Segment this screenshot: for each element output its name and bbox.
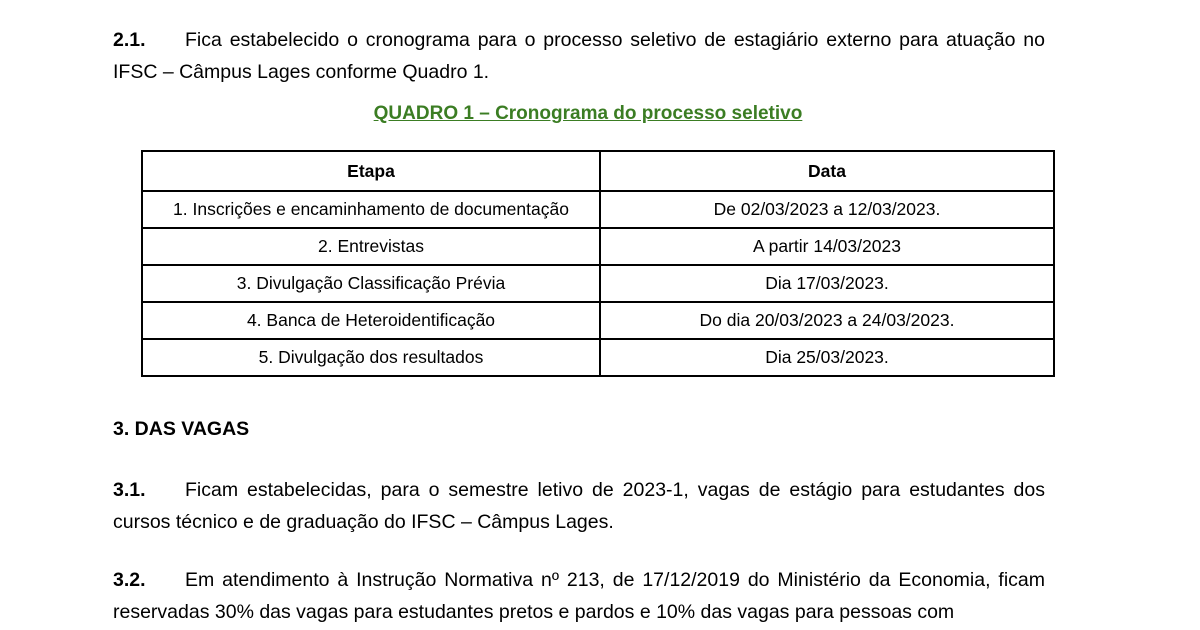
- table-header-row: [142, 151, 1054, 191]
- etapa-cell: 3. Divulgação Classificação Prévia: [142, 265, 600, 302]
- clause-2-1: [113, 24, 1045, 88]
- etapa-cell: 1. Inscrições e encaminhamento de documentação: [142, 191, 600, 228]
- clause-number: 2.1.: [113, 29, 146, 51]
- table-row: [142, 265, 1054, 302]
- table-row: [142, 228, 1054, 265]
- clause-number: 3.2.: [113, 569, 146, 591]
- etapa-cell: 5. Divulgação dos resultados: [142, 339, 600, 376]
- data-cell: Dia 17/03/2023.: [600, 265, 1054, 302]
- etapa-cell: 4. Banca de Heteroidentificação: [142, 302, 600, 339]
- clause-3-2: [113, 564, 1045, 628]
- clause-text: Fica estabelecido o cronograma para o processo seletivo de estagiário externo para atuação no IFSC – Câmpus Lages conforme Quadro 1.: [113, 29, 1045, 83]
- schedule-table: [141, 150, 1055, 377]
- clause-number: 3.1.: [113, 479, 146, 501]
- clause-text: Em atendimento à Instrução Normativa nº 213, de 17/12/2019 do Ministério da Economia, ficam reservadas 30% das vagas para estudantes pretos e pardos e 10% das vagas para pessoas com: [113, 569, 1045, 623]
- table-row: [142, 302, 1054, 339]
- data-cell: A partir 14/03/2023: [600, 228, 1054, 265]
- data-cell: Dia 25/03/2023.: [600, 339, 1054, 376]
- header-data: Data: [600, 151, 1054, 191]
- data-cell: Do dia 20/03/2023 a 24/03/2023.: [600, 302, 1054, 339]
- table-row: [142, 339, 1054, 376]
- clause-3-1: [113, 474, 1045, 538]
- header-etapa: Etapa: [142, 151, 600, 191]
- table-caption: QUADRO 1 – Cronograma do processo seletivo: [373, 103, 803, 124]
- clause-text: Ficam estabelecidas, para o semestre letivo de 2023-1, vagas de estágio para estudantes dos cursos técnico e de graduação do IFSC – Câmpus Lages.: [113, 479, 1045, 533]
- data-cell: De 02/03/2023 a 12/03/2023.: [600, 191, 1054, 228]
- table-row: [142, 191, 1054, 228]
- etapa-cell: 2. Entrevistas: [142, 228, 600, 265]
- section-heading: 3. DAS VAGAS: [113, 418, 250, 440]
